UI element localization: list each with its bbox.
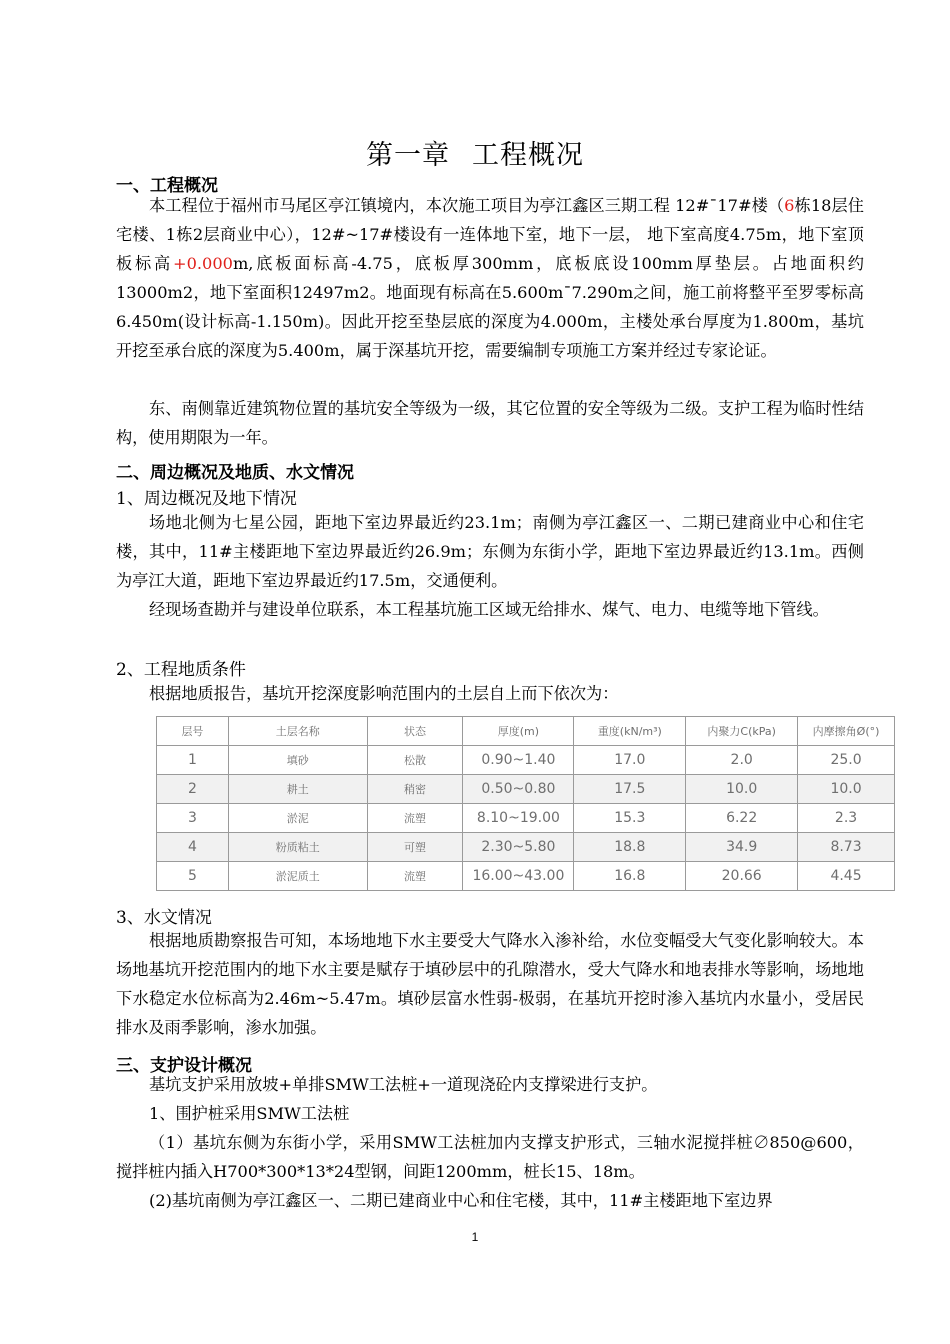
highlight-text: +0.000 — [173, 254, 233, 273]
cell-layer-no: 1 — [157, 746, 229, 775]
cell-friction-angle: 8.73 — [798, 833, 895, 862]
cell-unit-weight: 16.8 — [574, 862, 686, 891]
cell-thickness: 0.50~0.80 — [463, 775, 574, 804]
cell-cohesion: 10.0 — [686, 775, 798, 804]
table-row — [157, 862, 895, 891]
table-row — [157, 746, 895, 775]
header-soil-name: 土层名称 — [228, 717, 367, 746]
table-row — [157, 775, 895, 804]
cell-soil-name: 填砂 — [228, 746, 367, 775]
text-run: 本工程位于福州市马尾区亭江镇境内，本次施工项目为亭江鑫区三期工程 12#¯17#楼（ — [149, 196, 785, 215]
support-subheading-smw: 1、围护桩采用SMW工法桩 — [149, 1104, 350, 1123]
geology-paragraph: 根据地质报告，基坑开挖深度影响范围内的土层自上而下依次为： — [149, 684, 619, 703]
highlight-text: 6 — [784, 196, 795, 215]
text-run: 栋18层住宅楼、1栋2层商业中心），12#~17#楼设有一连体地下室，地下一层， 地下室高度4.75m，地下室顶板标高 — [116, 196, 864, 273]
support-design-paragraph: 基坑支护采用放坡+单排SMW工法桩+一道现浇砼内支撑梁进行支护。 — [149, 1075, 658, 1094]
subheading-hydrology: 3、水文情况 — [116, 908, 212, 928]
cell-state: 流塑 — [367, 862, 463, 891]
chapter-title — [0, 133, 950, 172]
cell-cohesion: 34.9 — [686, 833, 798, 862]
section-heading-support-design: 三、支护设计概况 — [116, 1056, 252, 1076]
cell-unit-weight: 18.8 — [574, 833, 686, 862]
cell-soil-name: 粉质粘土 — [228, 833, 367, 862]
page-number: 1 — [471, 1230, 479, 1244]
support-item-1: （1）基坑东侧为东街小学，采用SMW工法桩加内支撑支护形式，三轴水泥搅拌桩∅850@600，搅拌桩内插入H700*300*13*24型钢，间距1200mm，桩长15、18m。 — [116, 1133, 864, 1181]
cell-friction-angle: 25.0 — [798, 746, 895, 775]
cell-friction-angle: 10.0 — [798, 775, 895, 804]
subheading-surroundings: 1、周边概况及地下情况 — [116, 489, 297, 509]
cell-state: 稍密 — [367, 775, 463, 804]
cell-soil-name: 淤泥 — [228, 804, 367, 833]
header-layer-no: 层号 — [157, 717, 229, 746]
chapter-number: 第一章 — [366, 140, 450, 171]
section-heading-surroundings: 二、周边概况及地质、水文情况 — [116, 463, 354, 483]
subheading-geology: 2、工程地质条件 — [116, 660, 246, 680]
cell-state: 流塑 — [367, 804, 463, 833]
cell-layer-no: 5 — [157, 862, 229, 891]
cell-state: 松散 — [367, 746, 463, 775]
overview-paragraph-2: 东、南侧靠近建筑物位置的基坑安全等级为一级，其它位置的安全等级为二级。支护工程为临时性结构，使用期限为一年。 — [116, 399, 864, 447]
cell-soil-name: 淤泥质土 — [228, 862, 367, 891]
chapter-name: 工程概况 — [472, 140, 584, 171]
support-item-2: (2)基坑南侧为亭江鑫区一、二期已建商业中心和住宅楼，其中，11#主楼距地下室边界 — [149, 1191, 773, 1210]
surroundings-paragraph-1: 场地北侧为七星公园，距地下室边界最近约23.1m；南侧为亭江鑫区一、二期已建商业中心和住宅楼，其中，11#主楼距地下室边界最近约26.9m；东侧为东街小学，距地下室边界最近约13.1m。西侧为亭江大道，距地下室边界最近约17.5m，交通便利。 — [116, 513, 864, 590]
cell-friction-angle: 4.45 — [798, 862, 895, 891]
table-row — [157, 804, 895, 833]
cell-friction-angle: 2.3 — [798, 804, 895, 833]
section-heading-overview: 一、工程概况 — [116, 176, 218, 196]
cell-layer-no: 3 — [157, 804, 229, 833]
table-row — [157, 833, 895, 862]
cell-cohesion: 2.0 — [686, 746, 798, 775]
cell-state: 可塑 — [367, 833, 463, 862]
header-cohesion: 内聚力C(kPa) — [686, 717, 798, 746]
hydrology-paragraph: 根据地质勘察报告可知，本场地地下水主要受大气降水入渗补给，水位变幅受大气变化影响较大。本场地基坑开挖范围内的地下水主要是赋存于填砂层中的孔隙潜水，受大气降水和地表排水等影响，场地地下水稳定水位标高为2.46m~5.47m。填砂层富水性弱-极弱，在基坑开挖时渗入基坑内水量小，受居民排水及雨季影响，渗水加强。 — [116, 931, 864, 1037]
header-unit-weight: 重度(kN/m³) — [574, 717, 686, 746]
table-header-row — [157, 717, 895, 746]
cell-unit-weight: 17.5 — [574, 775, 686, 804]
cell-thickness: 8.10~19.00 — [463, 804, 574, 833]
cell-unit-weight: 17.0 — [574, 746, 686, 775]
cell-cohesion: 20.66 — [686, 862, 798, 891]
cell-thickness: 16.00~43.00 — [463, 862, 574, 891]
text-run: m,底板面标高-4.75，底板厚300mm，底板底设100mm厚垫层。占地面积约13000m2，地下室面积12497m2。地面现有标高在5.600m¯7.290m之间，施工前将整平至罗零标高6.450m(设计标高-1.150m)。因此开挖至垫层底的深度为4.000m，主楼处承台厚度为1.800m，基坑开挖至承台底的深度为5.400m，属于深基坑开挖，需要编制专项施工方案并经过专家论证。 — [116, 254, 864, 360]
cell-layer-no: 4 — [157, 833, 229, 862]
header-thickness: 厚度(m) — [463, 717, 574, 746]
cell-layer-no: 2 — [157, 775, 229, 804]
cell-thickness: 2.30~5.80 — [463, 833, 574, 862]
header-friction-angle: 内摩擦角Ø(°) — [798, 717, 895, 746]
cell-cohesion: 6.22 — [686, 804, 798, 833]
overview-paragraph-1 — [116, 191, 864, 365]
cell-soil-name: 耕土 — [228, 775, 367, 804]
cell-thickness: 0.90~1.40 — [463, 746, 574, 775]
surroundings-paragraph-2: 经现场查勘并与建设单位联系，本工程基坑施工区域无给排水、煤气、电力、电缆等地下管线。 — [149, 600, 829, 619]
soil-layer-table — [156, 716, 895, 891]
header-state: 状态 — [367, 717, 463, 746]
cell-unit-weight: 15.3 — [574, 804, 686, 833]
